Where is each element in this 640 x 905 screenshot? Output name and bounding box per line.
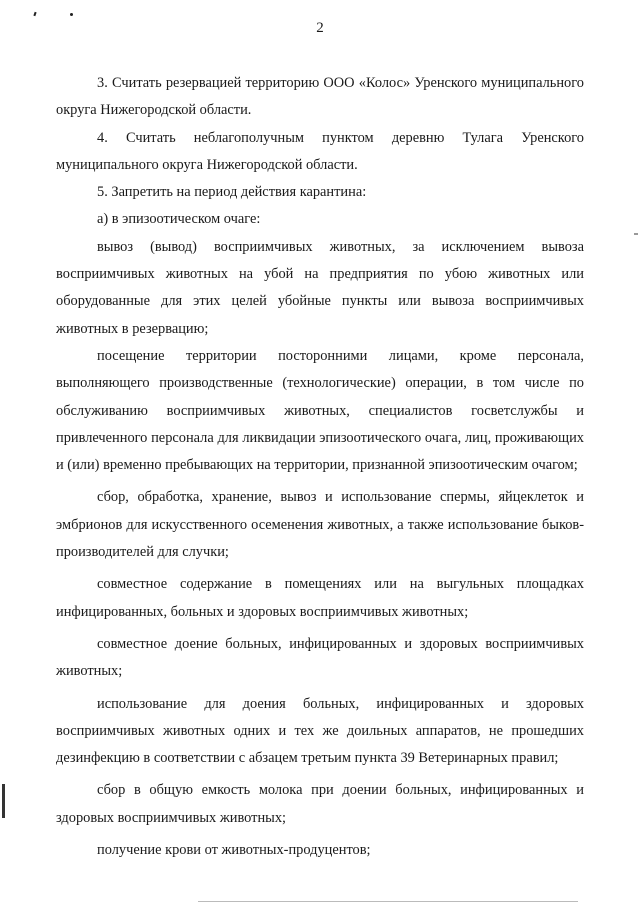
page-number: 2 [316,20,324,36]
paragraph-item-4: 4. Считать неблагополучным пунктом деревню Тулага Уренского муниципального округа Нижегородской области. [56,129,584,173]
prohibition-paragraph: совместное доение больных, инфицированных и здоровых восприимчивых животных; [56,635,584,680]
document-body [56,70,584,864]
prohibition-paragraph: использование для доения больных, инфицированных и здоровых восприимчивых животных одних и тех же доильных аппаратов, не прошедших дезинфекцию в соответствии с абзацем третьим пункта 39 Ветеринарных правил; [56,695,584,767]
prohibition-paragraph: сбор, обработка, хранение, вывоз и использование спермы, яйцеклеток и эмбрионов для искусственного осеменения животных, а также использование быков-производителей для случки; [56,489,584,561]
subparagraph-a: а) в эпизоотическом очаге: [97,211,261,228]
scan-speck [33,12,36,16]
margin-mark [634,233,638,235]
bottom-rule [198,901,578,902]
scan-speck [70,13,73,16]
prohibition-paragraph: посещение территории посторонними лицами, кроме персонала, выполняющего производственные (технологические) операции, в том числе по обслуживанию восприимчивых животных, специалистов госветслужбы и привлеченного персонала для ликвидации эпизоотического очага, лиц, проживающих и (или) временно пребывающих на территории, признанной эпизоотическим очагом; [56,347,584,474]
prohibition-paragraph: вывоз (вывод) восприимчивых животных, за исключением вывоза восприимчивых животных на убой на предприятия по убою животных или оборудованные для этих целей убойные пункты или вывоза восприимчивых животных в резервацию; [56,238,584,337]
prohibition-paragraph: получение крови от животных-продуцентов; [97,842,371,859]
prohibition-paragraph: сбор в общую емкость молока при доении больных, инфицированных и здоровых восприимчивых животных; [56,782,584,826]
prohibition-paragraph: совместное содержание в помещениях или на выгульных площадках инфицированных, больных и здоровых восприимчивых животных; [56,576,584,620]
margin-mark [2,784,5,818]
paragraph-item-3: 3. Считать резервацией территорию ООО «Колос» Уренского муниципального округа Нижегородской области. [56,75,584,119]
paragraph-item-5: 5. Запретить на период действия карантина: [97,184,367,201]
